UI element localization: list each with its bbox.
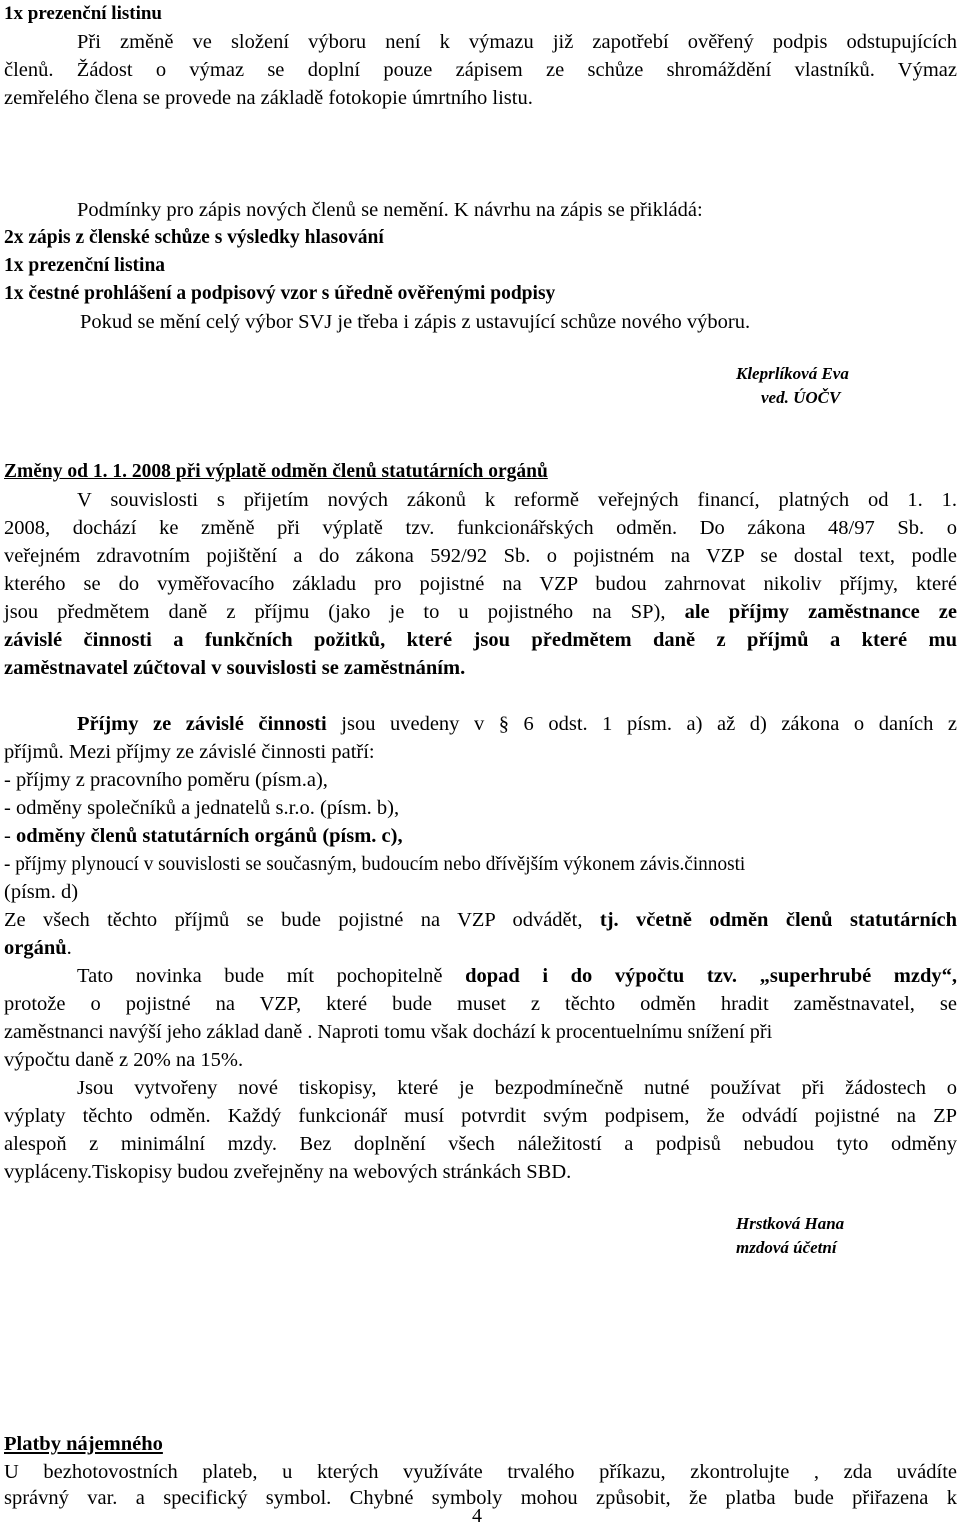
signature-name: Hrstková Hana	[736, 1214, 845, 1233]
paragraph-line: vypláceny.Tiskopisy budou zveřejněny na webových stránkách SBD.	[4, 1161, 572, 1183]
paragraph-line: členů. Žádost o výmaz se doplní pouze zápisem ze schůze shromáždění vlastníků. Výmaz	[4, 59, 957, 81]
paragraph-line: V souvislosti s přijetím nových zákonů k reformě veřejných financí, platných od 1. 1.	[77, 489, 957, 511]
bold-run: Příjmy ze závislé činnosti	[77, 713, 327, 735]
paragraph-line	[77, 710, 957, 738]
paragraph-line: 2008, dochází ke změně při výplatě tzv. funkcionářských odměn. Do zákona 48/97 Sb. o	[4, 517, 957, 539]
list-item: - odměny společníků a jednatelů s.r.o. (písm. b),	[4, 797, 400, 819]
paragraph-line: veřejném zdravotním pojištění a do zákona 592/92 Sb. o pojistném na VZP se dostal text, podle	[4, 545, 957, 567]
paragraph-line: Při změně ve složení výboru není k výmazu již zapotřebí ověřený podpis odstupujících	[77, 31, 957, 53]
attachment-item: 1x prezenční listina	[4, 255, 166, 276]
paragraph-line	[4, 934, 72, 962]
bold-run: dopad i do výpočtu tzv. „superhrubé mzdy“,	[465, 965, 958, 987]
paragraph-line: výpočtu daně z 20% na 15%.	[4, 1049, 244, 1071]
paragraph-line: U bezhotovostních plateb, u kterých využíváte trvalého příkazu, zkontrolujte , zda uvádíte	[4, 1461, 957, 1483]
text-run: .	[66, 937, 72, 959]
list-item: - příjmy z pracovního poměru (písm.a),	[4, 769, 328, 791]
paragraph-line	[4, 598, 957, 626]
paragraph-line: zemřelého člena se provede na základě fotokopie úmrtního listu.	[4, 87, 533, 109]
paragraph-line	[77, 962, 957, 990]
paragraph-line	[4, 906, 957, 934]
attachment-item: 1x čestné prohlášení a podpisový vzor s úředně ověřenými podpisy	[4, 283, 556, 304]
paragraph-line: příjmů. Mezi příjmy ze závislé činnosti patří:	[4, 741, 375, 763]
paragraph-line	[4, 1018, 957, 1046]
paragraph-line: protože o pojistné na VZP, které bude muset z těchto odměn hradit zaměstnavatel, se	[4, 993, 957, 1015]
signature-role: mzdová účetní	[736, 1238, 837, 1257]
signature-role: ved. ÚOČV	[761, 388, 841, 407]
list-item	[4, 822, 403, 850]
text-run: jsou předmětem daně z příjmu (jako je to u pojistného na SP),	[4, 601, 666, 623]
paragraph-line: správný var. a specifický symbol. Chybné symboly mohou způsobit, že platba bude přiřazena k	[4, 1487, 957, 1509]
section-heading: Platby nájemného	[4, 1433, 163, 1455]
paragraph-line: závislé činnosti a funkčních požitků, které jsou předmětem daně z příjmů a které mu	[4, 629, 957, 651]
text-run: -	[4, 825, 16, 847]
list-item	[4, 850, 793, 878]
paragraph-line: Podmínky pro zápis nových členů se nemění. K návrhu na zápis se přikládá:	[77, 199, 703, 221]
attachment-item: 2x zápis z členské schůze s výsledky hlasování	[4, 227, 384, 248]
bold-run: tj. včetně odměn členů statutárních	[599, 909, 958, 931]
prezencni-listinu-line: 1x prezenční listinu	[4, 3, 162, 24]
paragraph-line: alespoň z minimální mzdy. Bez doplnění všech náležitostí a podpisů nebudou tyto odměny	[4, 1133, 957, 1155]
signature-name: Kleprlíková Eva	[736, 364, 849, 383]
paragraph-line: (písm. d)	[4, 881, 79, 903]
text-run: zaměstnanci navýší jeho základ daně . Naproti tomu však dochází k procentuelnímu snížení při	[4, 1021, 773, 1043]
paragraph-line: zaměstnavatel zúčtoval v souvislosti se zaměstnáním.	[4, 657, 466, 679]
bold-run: ale příjmy zaměstnance ze	[684, 601, 958, 623]
paragraph-line: výplaty těchto odměn. Každý funkcionář musí potvrdit svým podpisem, že odvádí pojistné na ZP	[4, 1105, 957, 1127]
paragraph-line: kterého se do vyměřovacího základu pro pojistné na VZP budou zahrnovat nikoliv příjmy, které	[4, 573, 957, 595]
bold-run: odměny členů statutárních orgánů (písm. c),	[15, 825, 403, 847]
paragraph-line: Pokud se mění celý výbor SVJ je třeba i zápis z ustavující schůze nového výboru.	[80, 311, 751, 333]
text-run: jsou uvedeny v § 6 odst. 1 písm. a) až d) zákona o daních z	[341, 713, 958, 735]
page-number: 4	[472, 1505, 482, 1527]
text-run: - příjmy plynoucí v souvislosti se současným, budoucím nebo dřívějším výkonem závis.činnosti	[4, 853, 746, 875]
bold-run: orgánů	[4, 937, 67, 959]
text-run: Tato novinka bude mít pochopitelně	[77, 965, 443, 987]
text-run: Ze všech těchto příjmů se bude pojistné na VZP odvádět,	[4, 909, 583, 931]
paragraph-line: Jsou vytvořeny nové tiskopisy, které je bezpodmínečně nutné používat při žádostech o	[77, 1077, 957, 1099]
section-heading: Změny od 1. 1. 2008 při výplatě odměn členů statutárních orgánů	[4, 461, 548, 482]
